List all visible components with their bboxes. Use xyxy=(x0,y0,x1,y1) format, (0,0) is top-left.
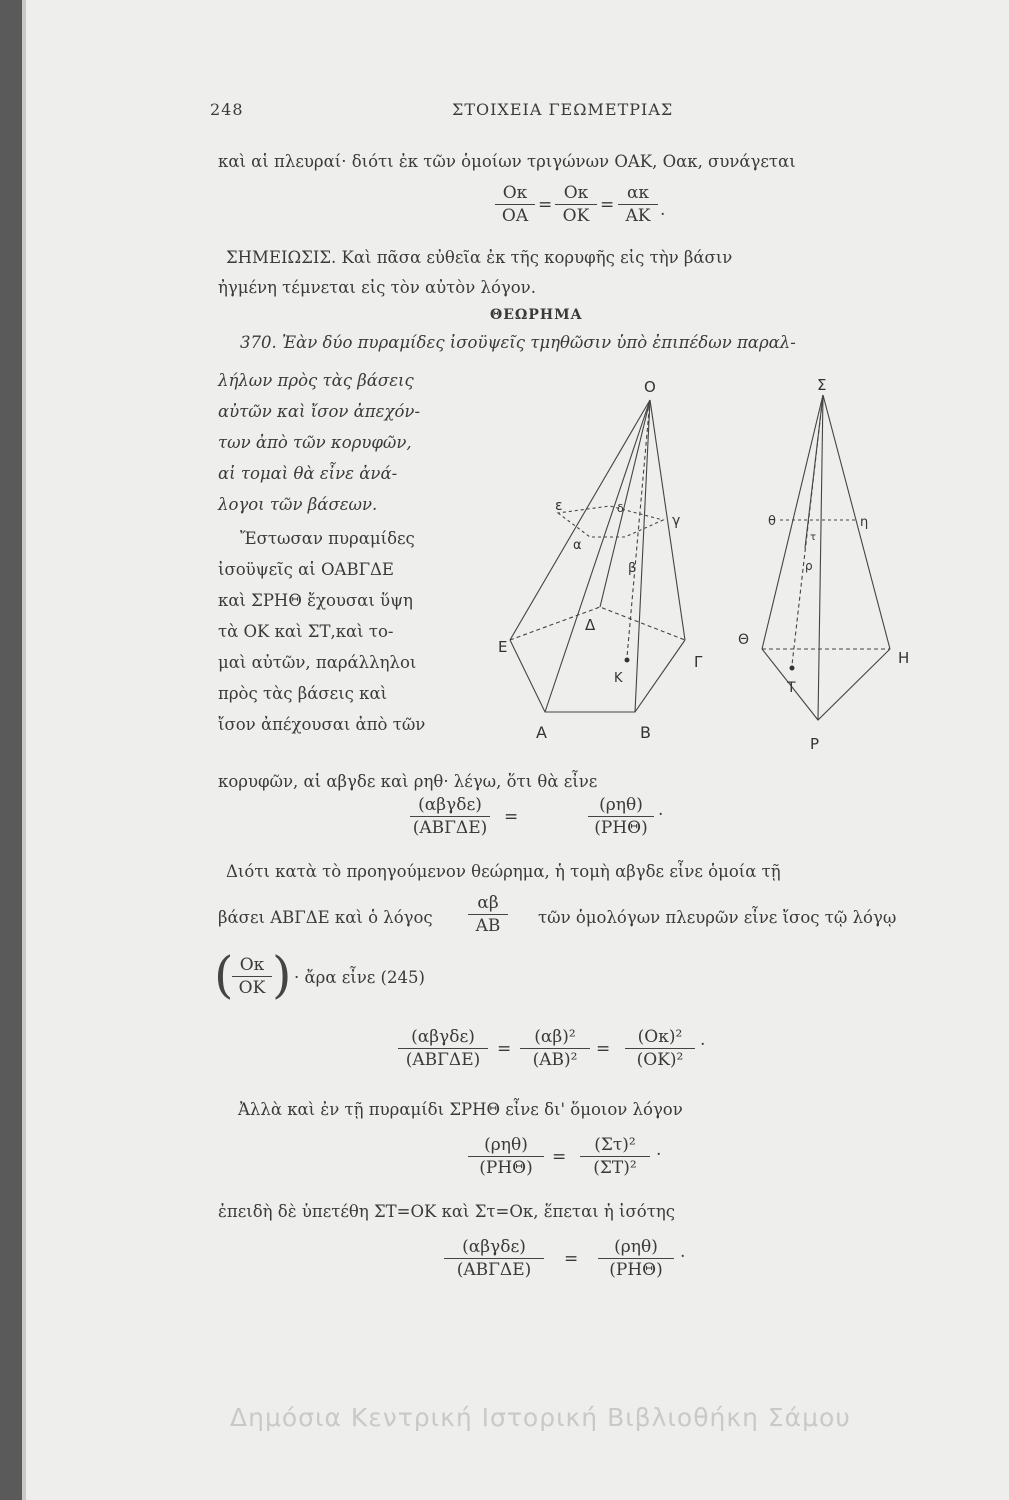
figure-label: ε xyxy=(555,498,563,514)
base-hidden xyxy=(510,607,685,640)
proof-line: τὰ ΟΚ καὶ ΣΤ,καὶ το- xyxy=(218,622,394,641)
theorem-line: αἱ τομαὶ θὰ εἶνε ἀνά- xyxy=(218,464,398,483)
figure-label: β xyxy=(628,561,637,576)
figure-label: Σ xyxy=(817,376,827,394)
proof-line: Ἔστωσαν πυραμίδες xyxy=(240,529,415,548)
equals-sign: = xyxy=(552,1147,567,1167)
theorem-line: των ἀπὸ τῶν κορυφῶν, xyxy=(218,433,412,452)
text-line: καὶ αἱ πλευραί· διότι ἐκ τῶν ὁμοίων τριγώνων ΟΑΚ, Οακ, συνάγεται xyxy=(218,152,796,171)
figure-label: θ xyxy=(768,514,776,529)
fraction: αβ ΑΒ xyxy=(468,893,508,936)
edge xyxy=(823,395,890,649)
period: . xyxy=(660,200,666,220)
base xyxy=(762,649,890,720)
fraction: (Οκ)² (ΟΚ)² xyxy=(625,1027,695,1070)
edge xyxy=(510,400,650,640)
figure-label: T xyxy=(787,680,796,696)
proof-line: ἴσον ἀπέχουσαι ἀπὸ τῶν xyxy=(218,715,426,734)
figure-label: τ xyxy=(810,532,817,543)
proof-line: ἐπειδὴ δὲ ὑπετέθη ΣΤ=ΟΚ καὶ Στ=Οκ, ἕπεται ἡ ἰσότης xyxy=(218,1202,675,1221)
figure-label: O xyxy=(644,378,656,396)
proof-line: κορυφῶν, αἱ αβγδε καὶ ρηθ· λέγω, ὅτι θὰ εἶνε xyxy=(218,772,598,791)
fraction: (ρηθ) (ΡΗΘ) xyxy=(468,1135,544,1178)
proof-line: τῶν ὁμολόγων πλευρῶν εἶνε ἴσος τῷ λόγῳ xyxy=(538,908,897,927)
figure-label: δ xyxy=(617,502,624,515)
figure-label: H xyxy=(898,649,910,667)
base xyxy=(510,640,685,712)
figure-label: A xyxy=(536,723,547,742)
figure-label: E xyxy=(498,638,508,656)
period: . xyxy=(680,1242,686,1262)
figure-label: Γ xyxy=(694,653,703,671)
section xyxy=(558,506,663,537)
page-edge xyxy=(22,0,26,1500)
point-K xyxy=(625,658,630,663)
figure-label: B xyxy=(640,723,651,742)
running-title: ΣΤΟΙΧΕΙΑ ΓΕΩΜΕΤΡΙΑΣ xyxy=(452,100,674,119)
theorem-line: αὐτῶν καὶ ἴσον ἀπεχόν- xyxy=(218,402,421,421)
fraction: (ρηθ) (ΡΗΘ) xyxy=(588,795,654,838)
edge xyxy=(545,400,650,712)
edge xyxy=(818,395,823,720)
proof-line: καὶ ΣΡΗΘ ἔχουσαι ὕψη xyxy=(218,591,413,610)
figure-label: η xyxy=(860,515,869,530)
equals-sign: = xyxy=(538,195,553,215)
proof-line: ἰσοϋψεῖς αἱ ΟΑΒΓΔΕ xyxy=(218,560,394,579)
pyramids-figure xyxy=(480,370,920,760)
fraction: Οκ ΟΚ xyxy=(555,183,597,226)
note-line: ἠγμένη τέμνεται εἰς τὸν αὐτὸν λόγον. xyxy=(218,278,536,297)
fraction: (ρηθ) (ΡΗΘ) xyxy=(598,1237,674,1280)
fraction: Οκ ΟΑ xyxy=(495,183,535,226)
figure-label: Δ xyxy=(585,616,596,634)
equals-sign: = xyxy=(564,1249,579,1269)
theorem-line: λογοι τῶν βάσεων. xyxy=(218,495,378,514)
note-line: ΣΗΜΕΙΩΣΙΣ. Καὶ πᾶσα εὐθεῖα ἐκ τῆς κορυφῆς εἰς τὴν βάσιν xyxy=(226,248,733,267)
library-watermark: Δημόσια Κεντρική Ιστορική Βιβλιοθήκη Σάμου xyxy=(230,1403,851,1432)
proof-line: Ἀλλὰ καὶ ἐν τῇ πυραμίδι ΣΡΗΘ εἶνε δι' ὅμοιον λόγον xyxy=(238,1100,683,1119)
left-paren: ( xyxy=(214,946,234,1004)
theorem-line: λήλων πρὸς τὰς βάσεις xyxy=(218,371,414,390)
edge xyxy=(600,400,650,607)
fraction: (αβ)² (ΑΒ)² xyxy=(520,1027,590,1070)
figure-label: γ xyxy=(672,513,681,529)
figure-label: P xyxy=(810,735,820,753)
equals-sign: = xyxy=(596,1039,611,1059)
figure-label: K xyxy=(614,671,623,686)
theorem-first-line: 370. Ἐὰν δύο πυραμίδες ἰσοϋψεῖς τμηθῶσιν ὑπὸ ἐπιπέδων παραλ- xyxy=(240,333,796,352)
fraction: (αβγδε) (ΑΒΓΔΕ) xyxy=(444,1237,544,1280)
right-paren: ) xyxy=(272,946,292,1004)
edge xyxy=(635,400,650,712)
proof-line: βάσει ΑΒΓΔΕ καὶ ὁ λόγος xyxy=(218,908,433,927)
fraction: Οκ ΟΚ xyxy=(232,955,272,998)
period: . xyxy=(656,1140,662,1160)
fraction: (Στ)² (ΣΤ)² xyxy=(580,1135,650,1178)
period: . xyxy=(700,1030,706,1050)
page-number: 248 xyxy=(210,100,244,119)
figure-label: Θ xyxy=(738,632,750,648)
figure-label: α xyxy=(573,538,582,553)
proof-line: · ἄρα εἶνε (245) xyxy=(294,968,425,987)
point-T xyxy=(790,666,795,671)
fraction: (αβγδε) (ΑΒΓΔΕ) xyxy=(410,795,490,838)
period: . xyxy=(658,800,664,820)
proof-line: Διότι κατὰ τὸ προηγούμενον θεώρημα, ἡ τομὴ αβγδε εἶνε ὁμοία τῇ xyxy=(226,862,781,881)
proof-line: μαὶ αὐτῶν, παράλληλοι xyxy=(218,653,417,672)
theorem-heading: ΘΕΩΡΗΜΑ xyxy=(490,307,583,323)
proof-line: πρὸς τὰς βάσεις καὶ xyxy=(218,684,388,703)
figure-label: ρ xyxy=(805,559,813,573)
fraction: (αβγδε) (ΑΒΓΔΕ) xyxy=(398,1027,488,1070)
equals-sign: = xyxy=(600,195,615,215)
fraction: ακ ΑΚ xyxy=(618,183,658,226)
equals-sign: = xyxy=(504,807,519,827)
equals-sign: = xyxy=(497,1039,512,1059)
